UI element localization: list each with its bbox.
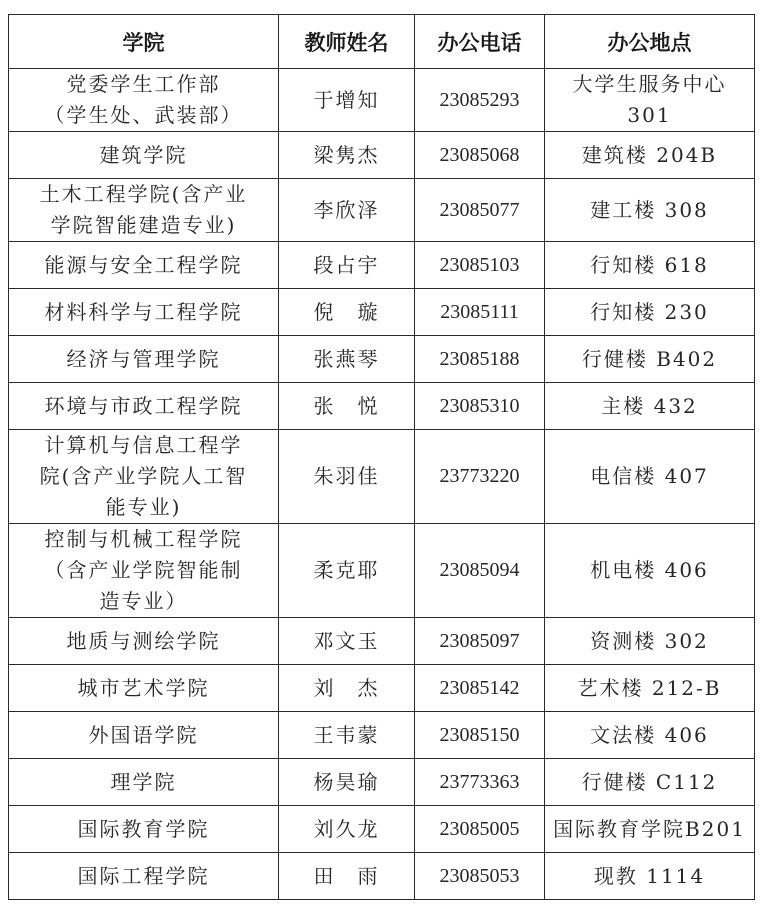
table-row	[9, 430, 755, 524]
teacher-cell: 张燕琴	[279, 336, 415, 383]
table-row	[9, 665, 755, 712]
phone-cell: 23773363	[415, 759, 545, 806]
location-cell: 行知楼 230	[545, 289, 755, 336]
teacher-cell: 刘 杰	[279, 665, 415, 712]
college-cell: 材料科学与工程学院	[9, 289, 279, 336]
header-phone: 办公电话	[415, 15, 545, 69]
college-cell: 城市艺术学院	[9, 665, 279, 712]
teacher-cell: 梁隽杰	[279, 132, 415, 179]
college-cell: 控制与机械工程学院 （含产业学院智能制 造专业）	[9, 524, 279, 618]
college-cell: 理学院	[9, 759, 279, 806]
location-cell: 主楼 432	[545, 383, 755, 430]
teacher-cell: 刘久龙	[279, 806, 415, 853]
table-row	[9, 524, 755, 618]
table-row	[9, 853, 755, 900]
teacher-cell: 朱羽佳	[279, 430, 415, 524]
college-cell: 地质与测绘学院	[9, 618, 279, 665]
location-cell: 机电楼 406	[545, 524, 755, 618]
phone-cell: 23085094	[415, 524, 545, 618]
phone-cell: 23085097	[415, 618, 545, 665]
college-cell: 党委学生工作部 （学生处、武装部）	[9, 69, 279, 132]
location-cell: 现教 1114	[545, 853, 755, 900]
table-row	[9, 383, 755, 430]
teacher-cell: 杨昊瑜	[279, 759, 415, 806]
header-location: 办公地点	[545, 15, 755, 69]
phone-cell: 23085077	[415, 179, 545, 242]
location-cell: 建工楼 308	[545, 179, 755, 242]
college-cell: 建筑学院	[9, 132, 279, 179]
table-row	[9, 712, 755, 759]
teacher-cell: 倪 璇	[279, 289, 415, 336]
phone-cell: 23085293	[415, 69, 545, 132]
teacher-cell: 李欣泽	[279, 179, 415, 242]
table-row	[9, 242, 755, 289]
phone-cell: 23085111	[415, 289, 545, 336]
phone-cell: 23085103	[415, 242, 545, 289]
phone-cell: 23773220	[415, 430, 545, 524]
table-row	[9, 179, 755, 242]
phone-cell: 23085068	[415, 132, 545, 179]
location-cell: 行健楼 B402	[545, 336, 755, 383]
location-cell: 行健楼 C112	[545, 759, 755, 806]
contact-table-page	[8, 14, 754, 900]
college-cell: 外国语学院	[9, 712, 279, 759]
header-college: 学院	[9, 15, 279, 69]
college-cell: 能源与安全工程学院	[9, 242, 279, 289]
table-body	[9, 69, 755, 900]
location-cell: 建筑楼 204B	[545, 132, 755, 179]
college-cell: 国际工程学院	[9, 853, 279, 900]
table-row	[9, 759, 755, 806]
teacher-cell: 段占宇	[279, 242, 415, 289]
teacher-cell: 于增知	[279, 69, 415, 132]
phone-cell: 23085150	[415, 712, 545, 759]
teacher-cell: 田 雨	[279, 853, 415, 900]
teacher-cell: 王韦蒙	[279, 712, 415, 759]
teacher-cell: 邓文玉	[279, 618, 415, 665]
college-cell: 土木工程学院(含产业 学院智能建造专业)	[9, 179, 279, 242]
teacher-cell: 张 悦	[279, 383, 415, 430]
college-cell: 计算机与信息工程学 院(含产业学院人工智 能专业)	[9, 430, 279, 524]
college-cell: 国际教育学院	[9, 806, 279, 853]
phone-cell: 23085310	[415, 383, 545, 430]
phone-cell: 23085005	[415, 806, 545, 853]
table-row	[9, 806, 755, 853]
phone-cell: 23085188	[415, 336, 545, 383]
table-row	[9, 336, 755, 383]
phone-cell: 23085142	[415, 665, 545, 712]
location-cell: 电信楼 407	[545, 430, 755, 524]
contact-table	[8, 14, 755, 900]
phone-cell: 23085053	[415, 853, 545, 900]
header-teacher: 教师姓名	[279, 15, 415, 69]
college-cell: 环境与市政工程学院	[9, 383, 279, 430]
location-cell: 大学生服务中心 301	[545, 69, 755, 132]
table-row	[9, 69, 755, 132]
location-cell: 文法楼 406	[545, 712, 755, 759]
teacher-cell: 柔克耶	[279, 524, 415, 618]
location-cell: 艺术楼 212-B	[545, 665, 755, 712]
table-row	[9, 132, 755, 179]
table-row	[9, 618, 755, 665]
location-cell: 资测楼 302	[545, 618, 755, 665]
college-cell: 经济与管理学院	[9, 336, 279, 383]
location-cell: 国际教育学院B201	[545, 806, 755, 853]
table-header-row	[9, 15, 755, 69]
table-row	[9, 289, 755, 336]
location-cell: 行知楼 618	[545, 242, 755, 289]
